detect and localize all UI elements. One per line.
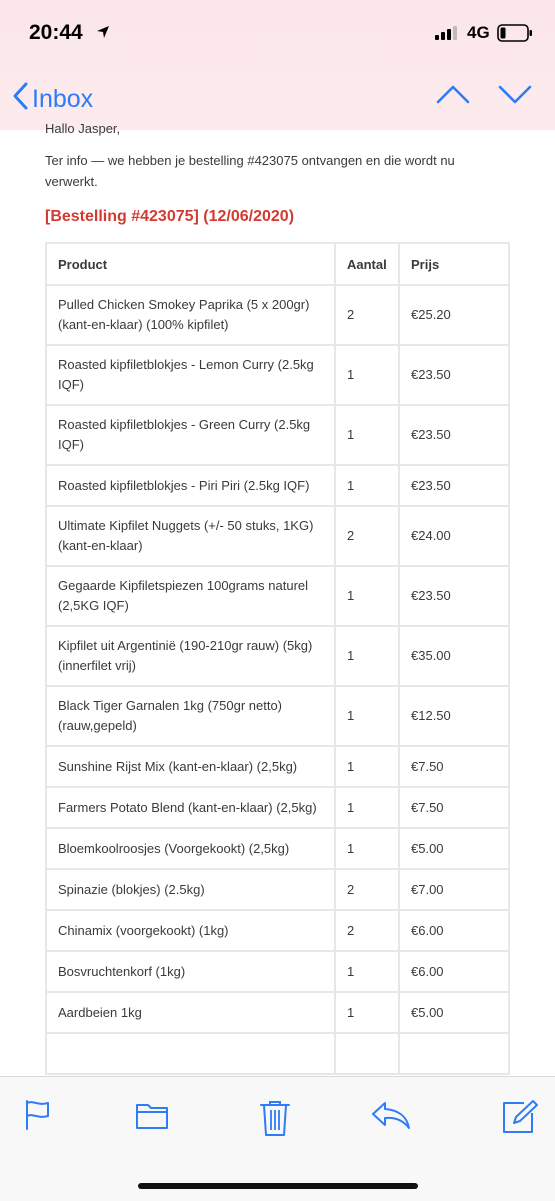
table-row <box>46 285 509 345</box>
table-row <box>46 1033 509 1074</box>
table-row <box>46 626 509 686</box>
product-cell: Bosvruchtenkorf (1kg) <box>46 951 335 992</box>
flag-icon[interactable] <box>24 1099 52 1136</box>
quantity-cell: 2 <box>335 506 399 566</box>
header-quantity: Aantal <box>335 243 399 285</box>
table-row <box>46 746 509 787</box>
product-cell: Sunshine Rijst Mix (kant-en-klaar) (2,5kg) <box>46 746 335 787</box>
back-label: Inbox <box>32 84 94 113</box>
product-cell <box>46 1033 335 1074</box>
table-row <box>46 566 509 626</box>
product-cell: Black Tiger Garnalen 1kg (750gr netto) (rauw,gepeld) <box>46 686 335 746</box>
price-cell: €12.50 <box>399 686 509 746</box>
product-cell: Ultimate Kipfilet Nuggets (+/- 50 stuks, 1KG) (kant-en-klaar) <box>46 506 335 566</box>
quantity-cell: 1 <box>335 746 399 787</box>
status-time: 20:44 <box>29 21 83 44</box>
status-bar <box>0 0 555 68</box>
table-row <box>46 992 509 1033</box>
quantity-cell: 1 <box>335 992 399 1033</box>
product-cell: Pulled Chicken Smokey Paprika (5 x 200gr) (kant-en-klaar) (100% kipfilet) <box>46 285 335 345</box>
product-cell: Gegaarde Kipfiletspiezen 100grams naturel (2,5KG IQF) <box>46 566 335 626</box>
price-cell: €7.50 <box>399 787 509 828</box>
table-row <box>46 506 509 566</box>
price-cell: €35.00 <box>399 626 509 686</box>
header-price: Prijs <box>399 243 509 285</box>
folder-icon[interactable] <box>135 1099 169 1136</box>
price-cell: €23.50 <box>399 405 509 465</box>
table-row <box>46 686 509 746</box>
intro-text: Ter info — we hebben je bestelling #423075 ontvangen en die wordt nu verwerkt. <box>45 153 455 189</box>
table-row <box>46 828 509 869</box>
product-cell: Roasted kipfiletblokjes - Lemon Curry (2.5kg IQF) <box>46 345 335 405</box>
quantity-cell: 1 <box>335 951 399 992</box>
quantity-cell: 1 <box>335 345 399 405</box>
table-row <box>46 465 509 506</box>
quantity-cell: 2 <box>335 869 399 910</box>
trash-icon[interactable] <box>259 1099 291 1142</box>
quantity-cell: 1 <box>335 405 399 465</box>
quantity-cell: 1 <box>335 465 399 506</box>
product-cell: Kipfilet uit Argentinië (190-210gr rauw) (5kg) (innerfilet vrij) <box>46 626 335 686</box>
cellular-signal-icon <box>435 26 457 40</box>
home-indicator[interactable] <box>138 1183 418 1189</box>
nav-bar <box>0 76 555 122</box>
product-cell: Roasted kipfiletblokjes - Piri Piri (2.5kg IQF) <box>46 465 335 506</box>
compose-icon[interactable] <box>502 1099 538 1140</box>
product-cell: Chinamix (voorgekookt) (1kg) <box>46 910 335 951</box>
quantity-cell: 1 <box>335 566 399 626</box>
product-cell: Farmers Potato Blend (kant-en-klaar) (2,5kg) <box>46 787 335 828</box>
battery-icon <box>497 24 533 47</box>
email-body[interactable] <box>0 121 555 1076</box>
table-row <box>46 951 509 992</box>
quantity-cell: 1 <box>335 828 399 869</box>
price-cell: €23.50 <box>399 345 509 405</box>
reply-icon[interactable] <box>371 1099 411 1136</box>
table-row <box>46 869 509 910</box>
table-header-row <box>46 243 509 285</box>
price-cell: €7.50 <box>399 746 509 787</box>
back-to-inbox-button[interactable] <box>12 82 93 116</box>
price-cell: €6.00 <box>399 910 509 951</box>
product-cell: Aardbeien 1kg <box>46 992 335 1033</box>
network-type: 4G <box>467 23 490 42</box>
order-items-table <box>45 242 510 1075</box>
table-row <box>46 345 509 405</box>
price-cell: €6.00 <box>399 951 509 992</box>
table-row <box>46 910 509 951</box>
price-cell: €23.50 <box>399 465 509 506</box>
order-title: [Bestelling #423075] (12/06/2020) <box>45 208 295 225</box>
quantity-cell: 2 <box>335 285 399 345</box>
product-cell: Roasted kipfiletblokjes - Green Curry (2.5kg IQF) <box>46 405 335 465</box>
product-cell: Bloemkoolroosjes (Voorgekookt) (2,5kg) <box>46 828 335 869</box>
price-cell: €7.00 <box>399 869 509 910</box>
quantity-cell: 1 <box>335 686 399 746</box>
header-product: Product <box>46 243 335 285</box>
quantity-cell <box>335 1033 399 1074</box>
previous-message-chevron-up-icon[interactable] <box>436 84 470 109</box>
next-message-chevron-down-icon[interactable] <box>498 84 532 109</box>
price-cell: €24.00 <box>399 506 509 566</box>
table-row <box>46 787 509 828</box>
quantity-cell: 2 <box>335 910 399 951</box>
price-cell: €25.20 <box>399 285 509 345</box>
quantity-cell: 1 <box>335 626 399 686</box>
greeting: Hallo Jasper, <box>45 121 121 136</box>
price-cell: €5.00 <box>399 828 509 869</box>
chevron-left-icon <box>12 82 28 117</box>
price-cell <box>399 1033 509 1074</box>
price-cell: €23.50 <box>399 566 509 626</box>
price-cell: €5.00 <box>399 992 509 1033</box>
product-cell: Spinazie (blokjes) (2.5kg) <box>46 869 335 910</box>
location-arrow-icon <box>96 25 110 44</box>
quantity-cell: 1 <box>335 787 399 828</box>
table-row <box>46 405 509 465</box>
